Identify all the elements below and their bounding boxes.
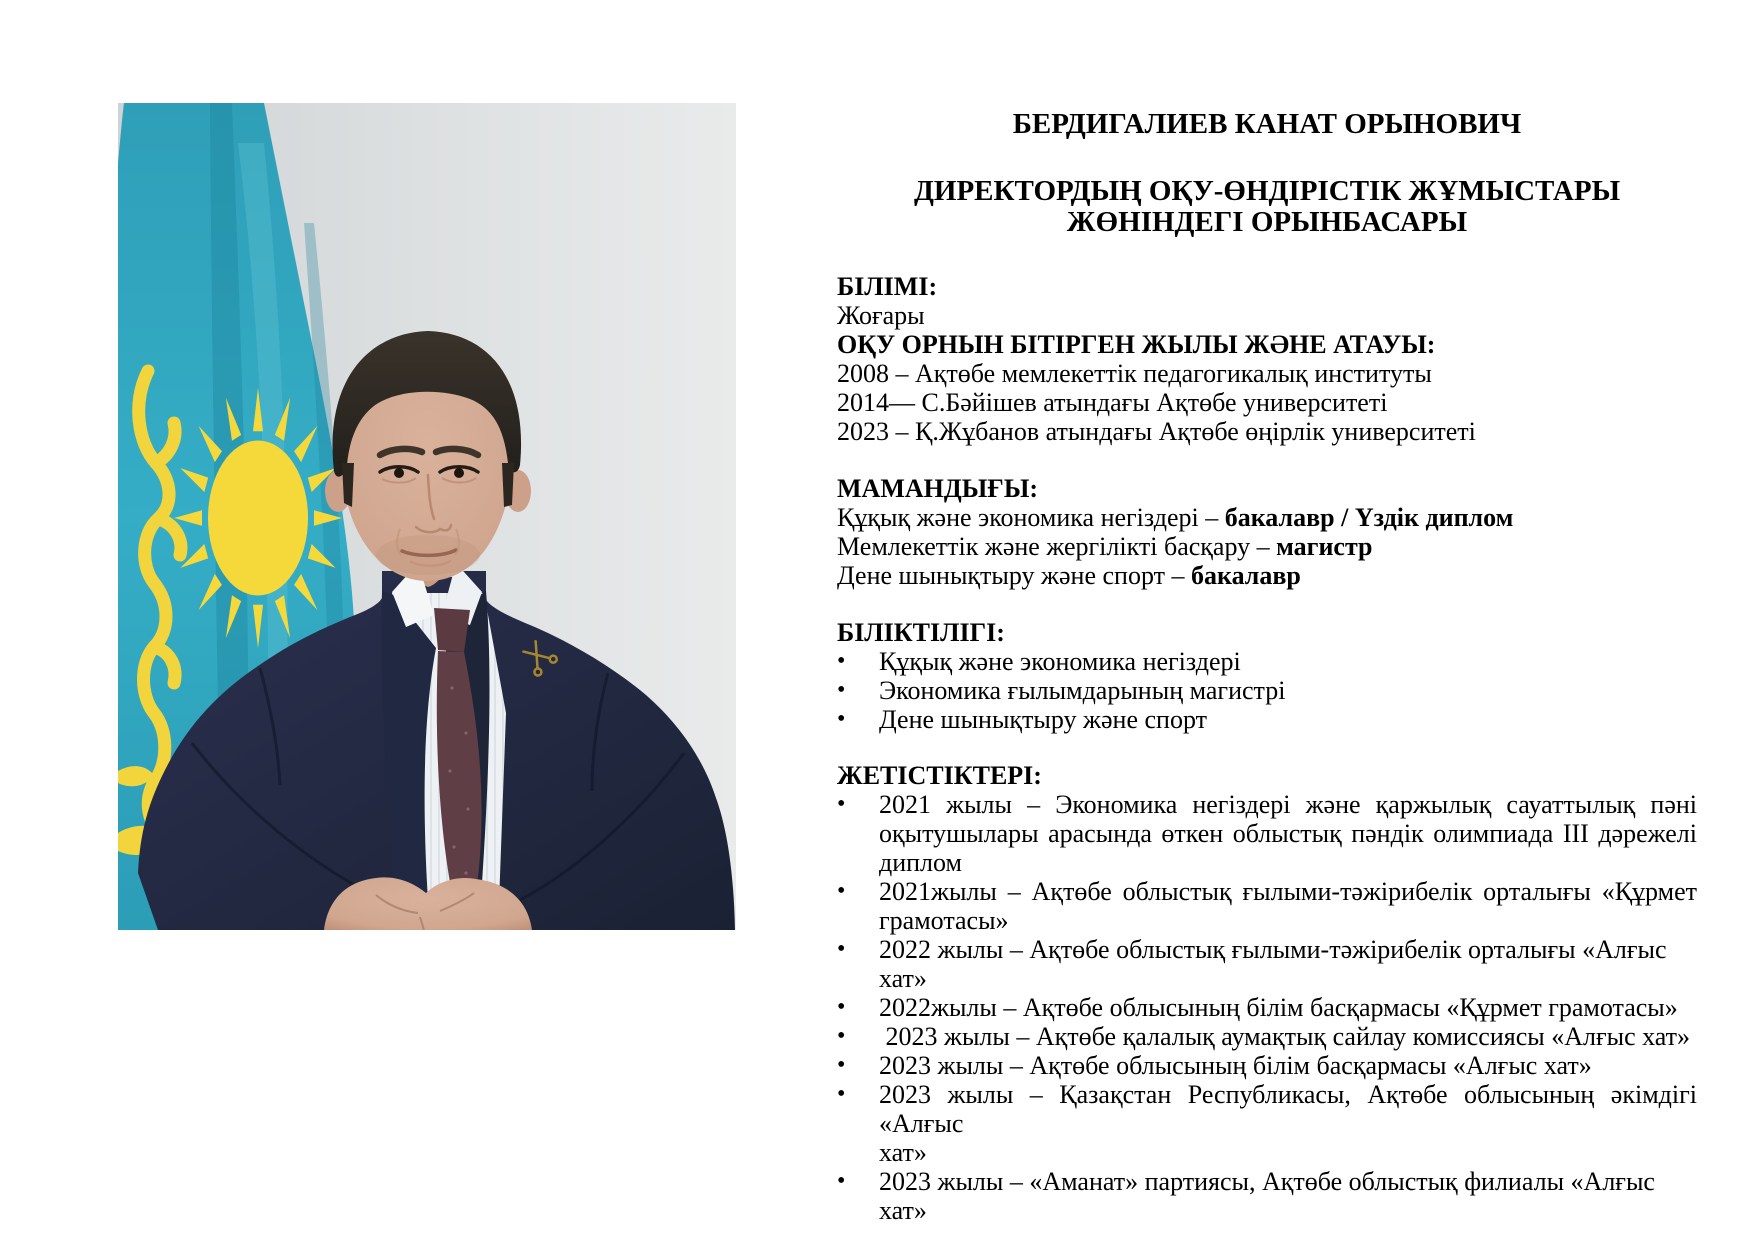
bullet-icon: • [837, 936, 846, 962]
achievement-line: 2023 жылы – Қазақстан Республикасы, Ақтөбе облысының әкімдігі «Алғыс [879, 1080, 1704, 1138]
specialty-items [837, 503, 1697, 590]
specialty-bold: бакалавр [1190, 561, 1301, 590]
bullet-icon: • [837, 878, 846, 904]
achievement-line: оқытушылары арасында өткен облыстық пәндік олимпиада III дәрежелі [879, 819, 1697, 848]
portrait-photo-svg [118, 103, 736, 930]
achievement-item [837, 877, 1697, 935]
achievement-line: хат» [879, 1138, 927, 1167]
achievement-line: 2021 жылы – Экономика негіздері және қаржылық сауаттылық пәні [879, 790, 1697, 819]
achievement-item [837, 1051, 1697, 1080]
achievement-line: грамотасы» [879, 906, 1009, 935]
qualification-item [837, 647, 1697, 676]
position-title [837, 176, 1697, 238]
achievement-line: 2023 жылы – Ақтөбе қалалық аумақтық сайлау комиссиясы «Алғыс хат» [879, 1022, 1691, 1051]
qualification-line: Экономика ғылымдарының магистрі [879, 676, 1286, 705]
specialty-text: Дене шынықтыру және спорт – [837, 561, 1191, 590]
qualification-items [837, 647, 1697, 734]
specialty-heading: МАМАНДЫҒЫ: [837, 474, 1039, 503]
achievement-line: 2023 жылы – Ақтөбе облысының білім басқармасы «Алғыс хат» [879, 1051, 1592, 1080]
qualification-item [837, 676, 1697, 705]
qualification-line: Құқық және экономика негіздері [879, 647, 1241, 676]
achievement-line: 2023 жылы – «Аманат» партиясы, Ақтөбе облыстық филиалы «Алғыс хат» [879, 1167, 1662, 1225]
position-line2: ЖӨНІНДЕГІ ОРЫНБАСАРЫ [1066, 206, 1468, 238]
achievement-item [837, 935, 1697, 993]
achievement-line: диплом [879, 848, 962, 877]
achievement-item [837, 1167, 1697, 1225]
bullet-icon: • [837, 791, 846, 817]
qualification-item-text [879, 647, 1697, 676]
achievement-item [837, 1080, 1704, 1167]
achievement-line: 2022 жылы – Ақтөбе облыстық ғылыми-тәжірибелік орталығы «Алғыс хат» [879, 935, 1674, 993]
bullet-icon: • [837, 1168, 846, 1194]
education-item: 2014— С.Бәйішев атындағы Ақтөбе университеті [837, 388, 1388, 417]
specialty-bold: бакалавр / Үздік диплом [1224, 503, 1514, 532]
achievement-item-text [879, 1051, 1697, 1080]
achievement-item [837, 790, 1697, 877]
achievement-item [837, 993, 1697, 1022]
achievement-item-text [879, 877, 1697, 935]
specialty-item [837, 532, 1697, 561]
qualification-heading: БІЛІКТІЛІГІ: [837, 618, 1005, 647]
section-qualification [837, 618, 1697, 734]
flag-sun-emblem [174, 388, 342, 648]
achievement-item [837, 1022, 1697, 1051]
education-item: 2008 – Ақтөбе мемлекеттік педагогикалық институты [837, 359, 1432, 388]
achievements-items [837, 790, 1704, 1225]
qualification-line: Дене шынықтыру және спорт [879, 705, 1207, 734]
qualification-item [837, 705, 1697, 734]
bullet-icon: • [837, 677, 846, 703]
bullet-icon: • [837, 994, 846, 1020]
section-education [837, 272, 1697, 446]
education-items [837, 359, 1697, 446]
qualification-item-text [879, 676, 1697, 705]
education-subheading: ОҚУ ОРНЫН БІТІРГЕН ЖЫЛЫ ЖӘНЕ АТАУЫ: [837, 330, 1436, 359]
achievement-item-text [879, 1080, 1704, 1167]
bullet-icon: • [837, 648, 846, 674]
achievement-item-text [879, 935, 1697, 993]
education-heading: БІЛІМІ: [837, 272, 938, 301]
portrait-photo [118, 103, 736, 930]
qualification-item-text [879, 705, 1697, 734]
achievement-item-text [879, 1167, 1697, 1225]
specialty-item [837, 561, 1697, 590]
achievement-item-text [879, 993, 1697, 1022]
specialty-text: Құқық және экономика негіздері – [837, 503, 1225, 532]
education-item: 2023 – Қ.Жұбанов атындағы Ақтөбе өңірлік университеті [837, 417, 1476, 446]
bullet-icon: • [837, 1023, 846, 1049]
achievement-line: 2022жылы – Ақтөбе облысының білім басқармасы «Құрмет грамотасы» [879, 993, 1678, 1022]
position-line1: ДИРЕКТОРДЫҢ ОҚУ-ӨНДІРІСТІК ЖҰМЫСТАРЫ [913, 175, 1621, 207]
achievement-line: 2021жылы – Ақтөбе облыстық ғылыми-тәжірибелік орталығы «Құрмет [879, 877, 1697, 906]
education-level: Жоғары [837, 301, 925, 330]
specialty-text: Мемлекеттік және жергілікті басқару – [837, 532, 1277, 561]
specialty-bold: магистр [1276, 532, 1373, 561]
achievements-heading: ЖЕТІСТІКТЕРІ: [837, 761, 1042, 790]
bullet-icon: • [837, 1081, 846, 1107]
person-name: БЕРДИГАЛИЕВ КАНАТ ОРЫНОВИЧ [1012, 108, 1522, 140]
bullet-icon: • [837, 706, 846, 732]
bullet-icon: • [837, 1052, 846, 1078]
specialty-item [837, 503, 1697, 532]
achievement-item-text [879, 1022, 1697, 1051]
section-specialty [837, 474, 1697, 590]
content-column [837, 106, 1704, 1225]
achievement-item-text [879, 790, 1697, 877]
section-achievements [837, 761, 1704, 1225]
